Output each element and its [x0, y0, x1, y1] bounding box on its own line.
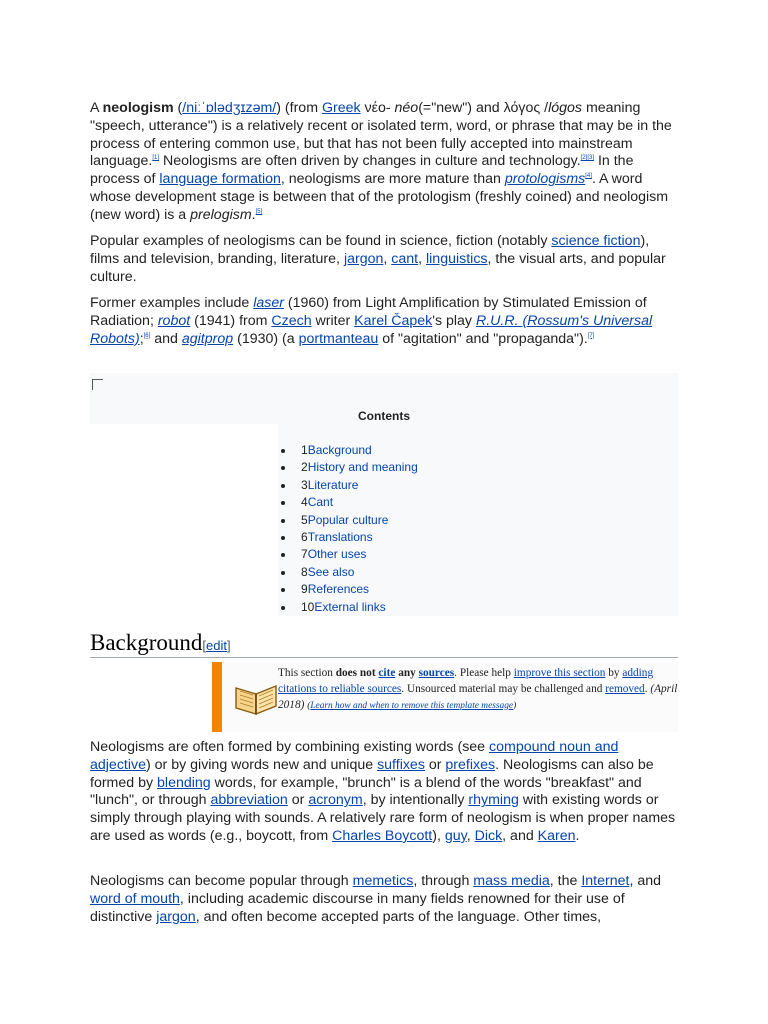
text: Former examples include — [90, 295, 254, 311]
rhyming-link[interactable]: rhyming — [468, 792, 519, 809]
toc-item[interactable] — [280, 494, 418, 511]
text: , neologisms are more mature than — [280, 171, 505, 188]
toc-list — [280, 442, 418, 616]
bracket: [ — [202, 638, 207, 653]
toc-number: 9 — [301, 582, 308, 597]
text: , by intentionally — [362, 792, 469, 809]
toc-link[interactable]: Cant — [307, 495, 334, 510]
greek-link[interactable]: Greek — [321, 100, 361, 116]
citation-ref[interactable]: [7] — [587, 332, 595, 339]
neo-italic: néo — [394, 100, 419, 116]
ipa-link[interactable]: /niːˈɒlədʒɪzəm/ — [182, 100, 277, 116]
toc-toggle-icon[interactable] — [92, 379, 103, 390]
toc-item[interactable] — [280, 581, 418, 598]
toc-link[interactable]: Translations — [307, 529, 373, 544]
toc-link[interactable]: History and meaning — [307, 460, 418, 475]
text: , — [383, 250, 392, 267]
examples-paragraph — [90, 233, 678, 286]
bracket: ( — [307, 701, 311, 711]
text: This section — [278, 667, 336, 679]
suffixes-link[interactable]: suffixes — [377, 756, 425, 773]
toc-number: 6 — [301, 529, 308, 544]
text: In the process of — [90, 153, 634, 188]
citation-ref[interactable]: [4] — [585, 173, 592, 180]
toc-heading: Contents — [358, 409, 410, 423]
jargon-link[interactable]: jargon — [156, 908, 196, 925]
abbreviation-link[interactable]: abbreviation — [210, 792, 288, 809]
bracket: ) — [513, 701, 517, 711]
edit-link[interactable]: edit — [206, 638, 228, 653]
toc-link[interactable]: Literature — [307, 477, 359, 492]
sources-link[interactable]: sources — [418, 667, 455, 679]
text: ) (from — [276, 100, 322, 116]
toc-item[interactable] — [280, 546, 418, 563]
citation-ref[interactable]: [6] — [143, 332, 151, 339]
robot-link[interactable]: robot — [157, 312, 191, 329]
text: ), — [432, 827, 445, 844]
popularity-paragraph — [90, 873, 678, 926]
toc-number: 7 — [301, 547, 308, 562]
czech-link[interactable]: Czech — [271, 312, 312, 329]
learn-how-link[interactable]: Learn how and when to remove this template message — [310, 701, 514, 711]
text: 's play — [432, 312, 476, 329]
text: writer — [311, 312, 355, 329]
charles-boycott-link[interactable]: Charles Boycott — [332, 827, 433, 844]
toc-link[interactable]: References — [307, 582, 370, 597]
text: Popular examples of neologisms can be found in science, fiction (notably — [90, 233, 552, 249]
bracket: ] — [227, 638, 231, 653]
toc-number: 4 — [301, 495, 308, 510]
text: , including academic discourse in many fields renowned for their use of distinctive — [90, 890, 625, 925]
improve-section-link[interactable]: improve this section — [513, 667, 606, 679]
notice-date: (April 2018) — [278, 683, 678, 711]
toc-number: 8 — [301, 564, 308, 579]
text: . A word whose development stage is between that of the protologism (freshly coined) and neologism (new word) is a — [90, 171, 669, 223]
text: , the — [549, 873, 582, 889]
book-icon — [232, 676, 280, 716]
language-formation-link[interactable]: language formation — [159, 171, 281, 188]
prelogism-italic: prelogism — [190, 206, 252, 223]
citation-ref[interactable]: [5] — [255, 208, 263, 215]
text: , through — [413, 873, 474, 889]
section-title: Background — [90, 630, 203, 655]
text: νέο- — [360, 100, 395, 116]
removed-link[interactable]: removed — [605, 683, 645, 695]
toc-item[interactable] — [280, 477, 418, 494]
formation-paragraph — [90, 739, 678, 846]
table-of-contents — [90, 373, 678, 616]
toc-number: 1 — [301, 443, 308, 457]
logos-italic: lógos — [548, 100, 582, 116]
prefixes-link[interactable]: prefixes — [445, 756, 496, 773]
text: , and — [502, 827, 538, 844]
text: , the visual arts, and popular culture. — [90, 250, 666, 285]
blending-link[interactable]: blending — [157, 774, 211, 791]
text: by — [605, 667, 623, 679]
toc-item[interactable] — [280, 459, 418, 476]
intro-paragraph — [90, 100, 678, 225]
laser-link[interactable]: laser — [253, 295, 284, 311]
text: of "agitation" and "propaganda"). — [378, 330, 588, 347]
text: , — [466, 827, 475, 844]
unsourced-notice — [212, 662, 678, 732]
toc-item[interactable] — [280, 564, 418, 581]
compound-noun-link[interactable]: compound noun and adjective — [90, 739, 619, 773]
text: . Unsourced material may be challenged and — [401, 683, 606, 695]
citation-ref[interactable]: [1] — [152, 155, 159, 162]
text-bold: any — [398, 667, 416, 679]
toc-link[interactable]: Popular culture — [307, 512, 389, 527]
text: . Neologisms can also be formed by — [90, 756, 654, 791]
text: with existing words or simply through playing with sounds. A relatively rare form of neologism is when proper names are used as words (e.g., boycott, from — [90, 792, 676, 844]
dick-link[interactable]: Dick — [474, 827, 503, 844]
capek-link[interactable]: Karel Čapek — [354, 312, 433, 329]
text: Neologisms can become popular through — [90, 873, 353, 889]
cant-link[interactable]: cant — [391, 250, 419, 267]
text: . — [575, 827, 580, 844]
text: or — [287, 792, 309, 809]
science-fiction-link[interactable]: science fiction — [551, 233, 641, 249]
karen-link[interactable]: Karen — [537, 827, 576, 844]
text: , — [418, 250, 426, 267]
notice-text — [278, 665, 680, 714]
text: . — [251, 206, 256, 223]
text: (="new") and λόγος / — [418, 100, 549, 116]
agitprop-link[interactable]: agitprop — [181, 330, 234, 347]
rur-link[interactable]: R.U.R. (Rossum's Universal Robots) — [90, 312, 653, 347]
mass-media-link[interactable]: mass media — [473, 873, 550, 889]
text: ( — [173, 100, 183, 116]
jargon-link[interactable]: jargon — [343, 250, 384, 267]
memetics-link[interactable]: memetics — [352, 873, 414, 889]
text: , and — [629, 873, 662, 889]
text: . — [644, 683, 651, 695]
protologisms-link[interactable]: protologisms — [504, 171, 586, 188]
term-bold: neologism — [102, 100, 174, 116]
internet-link[interactable]: Internet — [581, 873, 630, 889]
former-examples-paragraph — [90, 295, 678, 348]
adding-citations-link[interactable]: adding citations to reliable sources — [278, 667, 654, 695]
acronym-link[interactable]: acronym — [308, 792, 363, 809]
toc-number: 3 — [301, 477, 308, 492]
text: (1930) (a — [233, 330, 299, 347]
toc-number: 5 — [301, 512, 308, 527]
text: , and often become accepted parts of the language. Other times, — [195, 908, 602, 925]
toc-item[interactable] — [280, 512, 418, 529]
linguistics-link[interactable]: linguistics — [426, 250, 488, 267]
text: words, for example, "brunch" is a blend of the words "breakfast" and "lunch", or through — [90, 774, 642, 809]
toc-link[interactable]: Background — [307, 443, 372, 457]
portmanteau-link[interactable]: portmanteau — [298, 330, 379, 347]
text: A — [90, 100, 103, 116]
toc-item[interactable] — [280, 442, 418, 459]
toc-link[interactable]: Other uses — [307, 547, 367, 562]
learn-more — [307, 701, 516, 711]
text: ; — [139, 330, 144, 347]
text: Neologisms are often driven by changes in culture and technology. — [159, 153, 581, 170]
toc-link[interactable]: See also — [307, 564, 355, 579]
section-heading-background — [90, 630, 678, 658]
text: . Please help — [454, 667, 514, 679]
guy-link[interactable]: guy — [444, 827, 467, 844]
text: ), films and television, branding, literature, — [90, 233, 650, 267]
toc-item[interactable] — [280, 529, 418, 546]
citation-ref[interactable]: [2][3] — [580, 155, 595, 162]
text: (1960) from Light Amplification by Stimulated Emission of Radiation; — [90, 295, 647, 329]
toc-link[interactable]: External links — [314, 599, 386, 614]
text: or — [424, 756, 446, 773]
section-edit — [202, 638, 230, 653]
text: and — [150, 330, 182, 347]
text-bold: does not — [335, 667, 376, 679]
text: Neologisms are often formed by combining existing words (see — [90, 739, 490, 755]
cite-link[interactable]: cite — [378, 667, 396, 679]
text: ) or by giving words new and unique — [146, 756, 378, 773]
word-of-mouth-link[interactable]: word of mouth — [90, 890, 180, 907]
toc-number: 2 — [301, 460, 308, 475]
text: meaning "speech, utterance") is a relatively recent or isolated term, word, or phrase that may be in the process of entering common use, but that has not been fully accepted into mainstream language. — [90, 100, 672, 170]
text: (1941) from — [190, 312, 272, 329]
toc-number: 10 — [301, 599, 315, 614]
toc-item[interactable] — [280, 599, 418, 616]
